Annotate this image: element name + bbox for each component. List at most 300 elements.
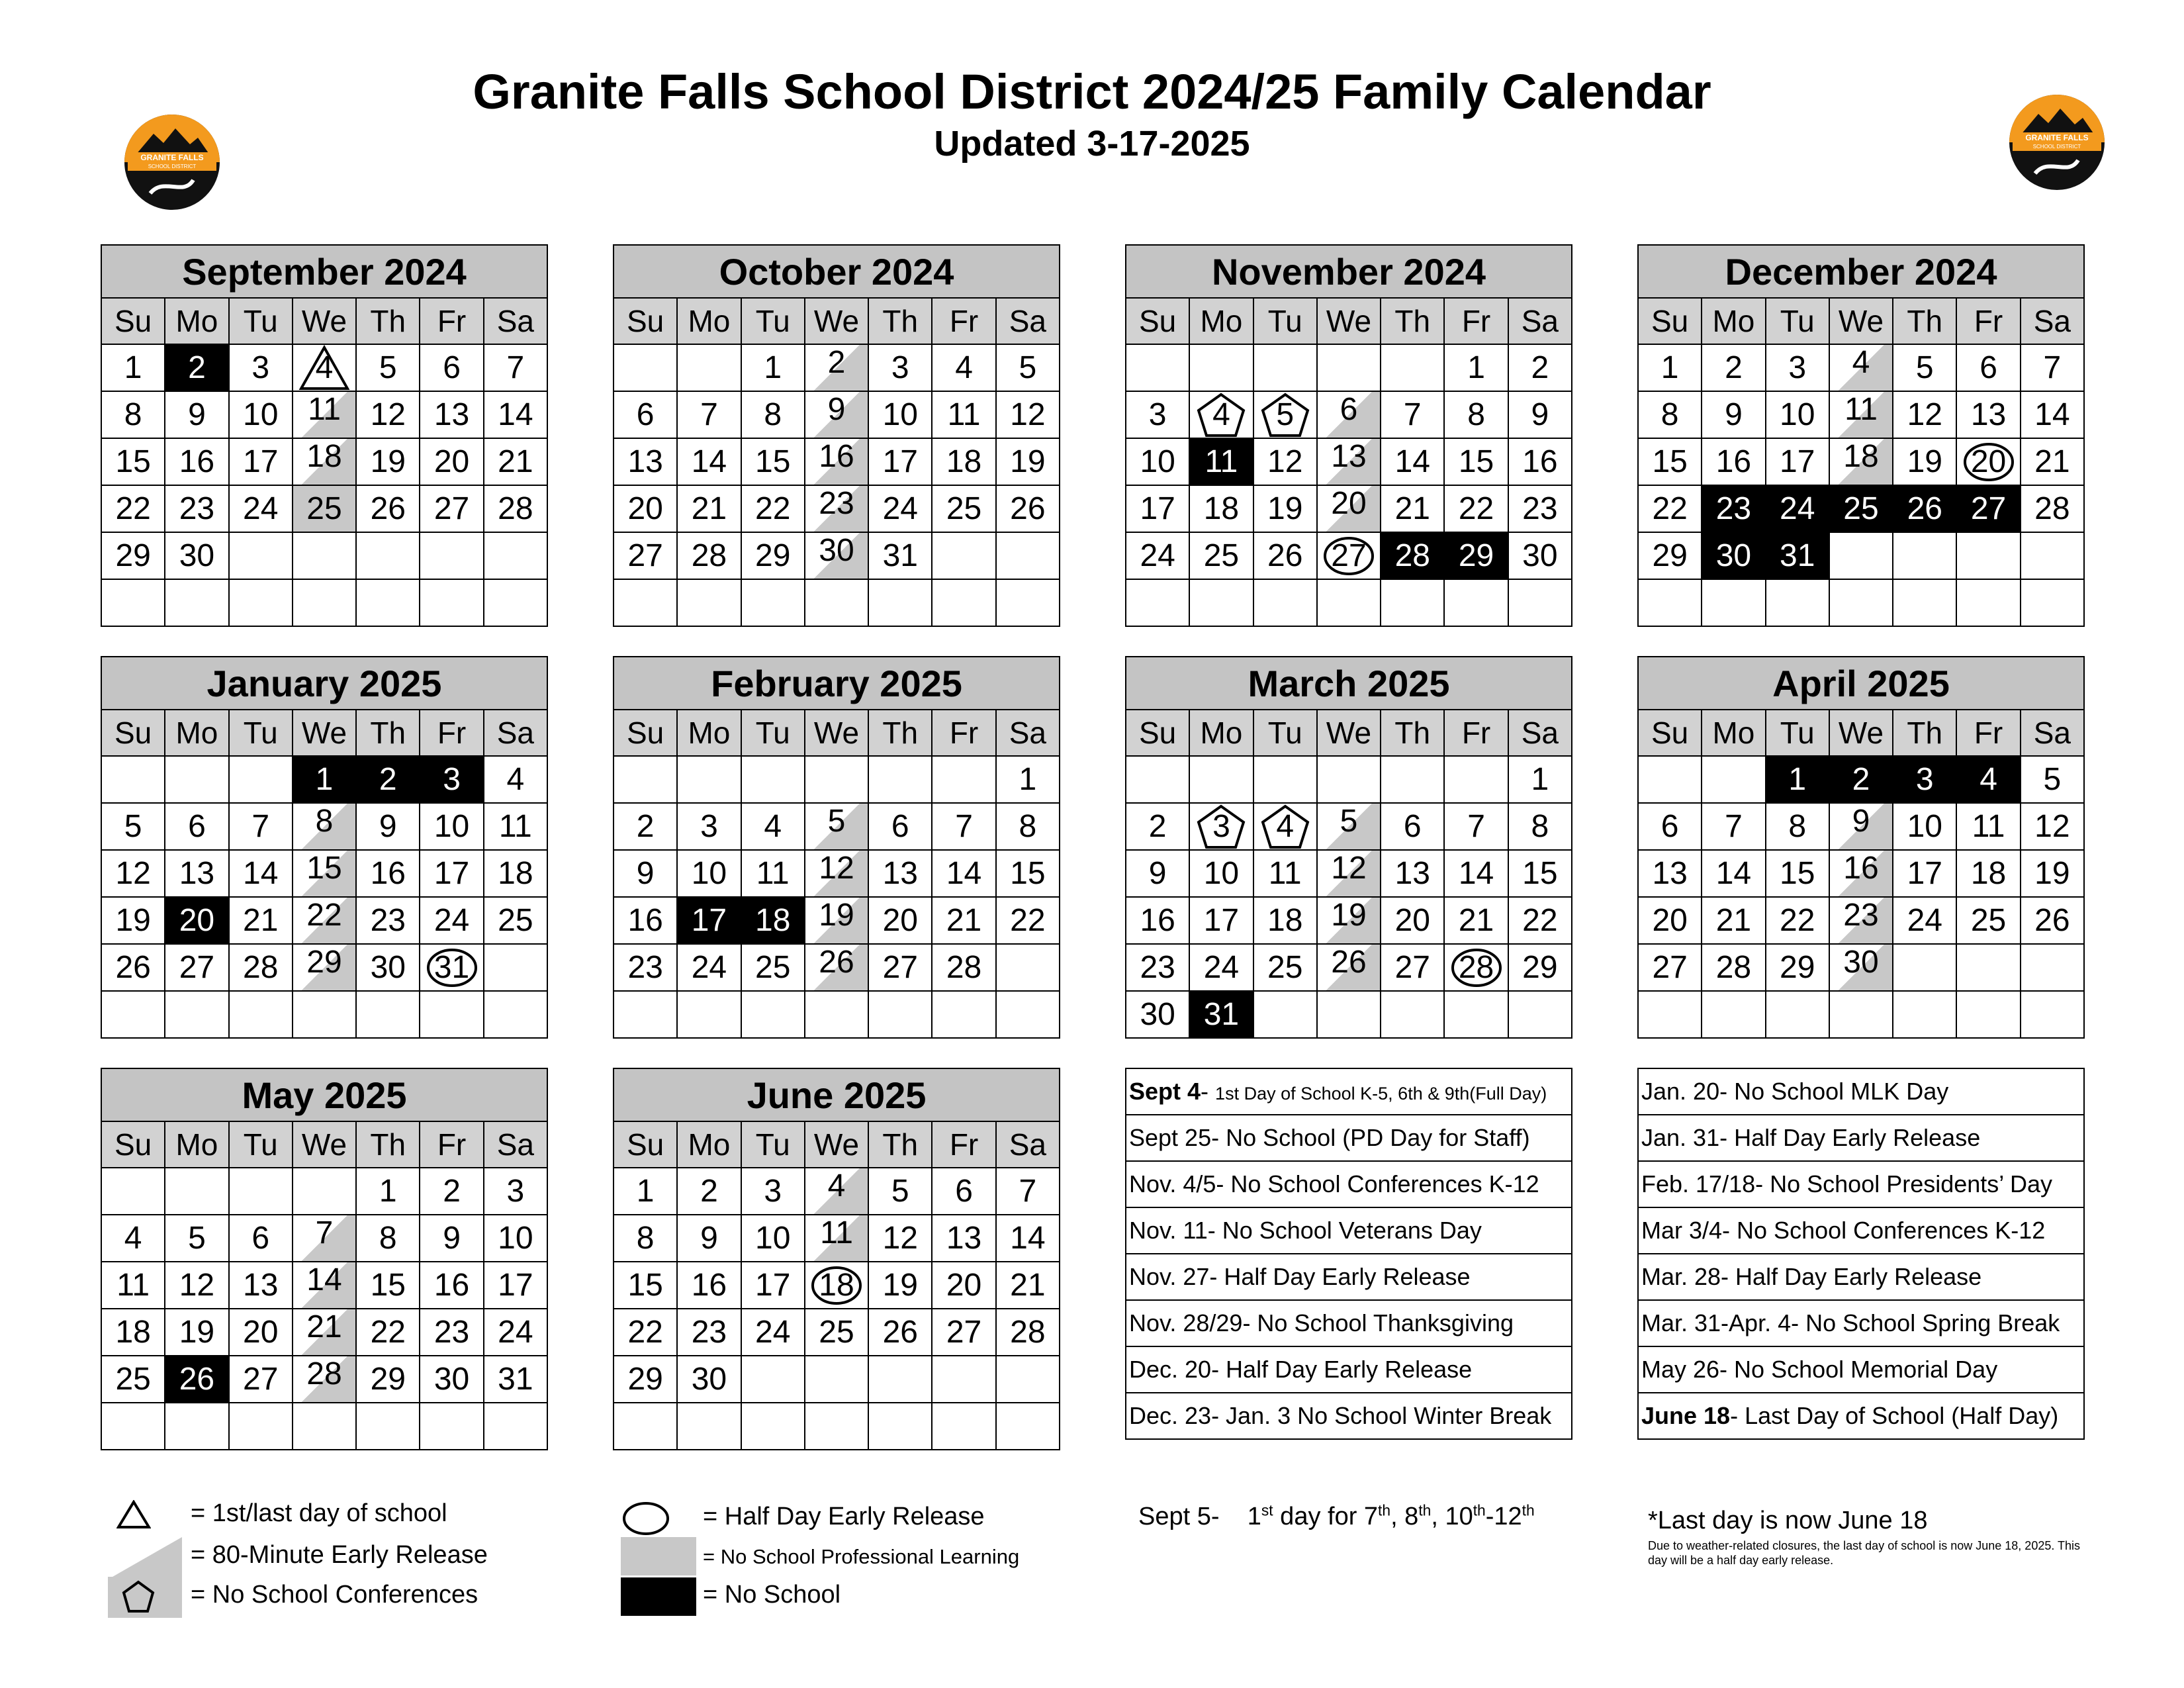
day-number: 19 (179, 1315, 215, 1350)
empty-cell (614, 344, 677, 391)
day-cell (932, 897, 995, 944)
day-cell (868, 1262, 932, 1309)
day-number: 1 (1531, 762, 1549, 797)
day-number: 9 (1531, 397, 1549, 432)
empty-cell (165, 1403, 228, 1450)
day-cell (484, 1168, 547, 1215)
event-text: Sept 25- No School (PD Day for Staff) (1129, 1124, 1530, 1151)
calendar-february-2025 (613, 656, 1060, 1039)
day-number: 12 (819, 851, 854, 886)
day-number: 3 (1148, 397, 1167, 432)
day-number: 9 (379, 809, 397, 844)
day-cell (677, 897, 741, 944)
day-number: 5 (827, 804, 846, 839)
day-number: 9 (827, 392, 846, 427)
day-number: 20 (946, 1268, 982, 1303)
weekday-label: Su (614, 710, 677, 756)
day-cell (805, 1215, 868, 1262)
day-number: 2 (1531, 350, 1549, 385)
event-text: Nov. 27- Half Day Early Release (1129, 1263, 1471, 1290)
day-cell (1638, 344, 1702, 391)
day-number: 19 (882, 1268, 918, 1303)
day-number: 23 (1843, 898, 1879, 933)
day-number: 25 (1203, 538, 1240, 573)
day-cell (293, 438, 356, 485)
day-cell (101, 485, 165, 532)
event-item (1638, 1254, 2084, 1300)
day-number: 25 (498, 903, 533, 938)
weekday-label: Su (1126, 710, 1189, 756)
event-text: Nov. 4/5- No School Conferences K-12 (1129, 1170, 1539, 1197)
day-cell (165, 391, 228, 438)
day-number: 14 (691, 444, 727, 479)
day-cell (229, 1262, 293, 1309)
district-logo-right (2009, 94, 2105, 191)
weekday-label: Mo (1702, 298, 1765, 344)
month-title: October 2024 (614, 245, 1060, 298)
day-cell (356, 438, 420, 485)
day-number: 16 (433, 1268, 470, 1303)
events-list-left (1125, 1068, 1572, 1440)
empty-cell (805, 991, 868, 1038)
weekday-label: Tu (229, 1121, 293, 1168)
day-cell (805, 897, 868, 944)
day-number: 6 (1340, 392, 1358, 427)
day-cell (1444, 803, 1508, 850)
day-number: 6 (1661, 809, 1679, 844)
day-number: 26 (819, 945, 854, 980)
day-number: 13 (882, 856, 918, 891)
empty-cell (996, 579, 1060, 626)
day-cell (1766, 897, 1829, 944)
empty-cell (2021, 579, 2084, 626)
day-number: 23 (627, 950, 663, 985)
day-cell (165, 850, 228, 897)
day-number: 15 (755, 444, 791, 479)
day-cell (741, 944, 805, 991)
day-cell (1829, 803, 1893, 850)
day-cell (932, 1168, 995, 1215)
day-cell (1956, 485, 2020, 532)
empty-cell (614, 1403, 677, 1450)
day-cell (101, 1215, 165, 1262)
day-cell (677, 438, 741, 485)
day-number: 13 (433, 397, 470, 432)
weekday-label: Mo (1702, 710, 1765, 756)
empty-cell (677, 756, 741, 803)
day-number: 21 (1010, 1268, 1046, 1303)
day-number: 18 (1203, 491, 1240, 526)
day-number: 22 (627, 1315, 663, 1350)
empty-cell (741, 1403, 805, 1450)
day-cell (293, 1356, 356, 1403)
day-number: 1 (1019, 762, 1037, 797)
day-number: 11 (756, 856, 790, 891)
day-cell (1638, 897, 1702, 944)
empty-cell (1893, 532, 1956, 579)
legend-no-school: = No School (703, 1581, 841, 1609)
day-number: 17 (498, 1268, 533, 1303)
day-cell (932, 850, 995, 897)
day-number: 2 (1852, 762, 1870, 797)
calendar-june-2025 (613, 1068, 1060, 1450)
day-cell (484, 1215, 547, 1262)
month-title: September 2024 (101, 245, 547, 298)
day-number: 26 (1010, 491, 1046, 526)
day-number: 6 (636, 397, 655, 432)
day-number: 15 (306, 851, 342, 886)
day-cell (229, 344, 293, 391)
day-number: 29 (1780, 950, 1815, 985)
day-cell (868, 438, 932, 485)
empty-cell (741, 756, 805, 803)
day-number: 18 (1970, 856, 2007, 891)
weekday-label: Tu (741, 710, 805, 756)
day-cell (1381, 391, 1444, 438)
legend-first-last: = 1st/last day of school (191, 1499, 447, 1527)
day-number: 15 (1780, 856, 1815, 891)
day-cell (805, 1168, 868, 1215)
day-cell (101, 532, 165, 579)
day-cell (101, 850, 165, 897)
day-number: 14 (1394, 444, 1430, 479)
day-cell (868, 897, 932, 944)
weekday-label: Sa (1508, 710, 1572, 756)
day-cell (165, 897, 228, 944)
month-title: April 2025 (1638, 657, 2084, 710)
day-cell (101, 897, 165, 944)
day-cell (229, 391, 293, 438)
day-number: 24 (1907, 903, 1942, 938)
day-cell (741, 532, 805, 579)
day-cell (677, 1309, 741, 1356)
day-cell (420, 944, 483, 991)
empty-cell (1702, 991, 1765, 1038)
day-cell (1253, 803, 1317, 850)
day-cell (1253, 944, 1317, 991)
day-number: 29 (627, 1362, 663, 1397)
month-title: March 2025 (1126, 657, 1572, 710)
early-release-swatch (108, 1537, 182, 1583)
day-cell (484, 850, 547, 897)
event-item (1126, 1346, 1572, 1393)
day-number: 9 (188, 397, 206, 432)
day-cell (1893, 391, 1956, 438)
day-cell (1893, 344, 1956, 391)
calendar-march-2025 (1125, 656, 1572, 1039)
day-number: 19 (1907, 444, 1942, 479)
day-number: 27 (1331, 538, 1367, 573)
empty-cell (293, 991, 356, 1038)
day-cell (1829, 485, 1893, 532)
event-item (1126, 1207, 1572, 1254)
weekday-label: Fr (1444, 710, 1508, 756)
day-number: 24 (755, 1315, 791, 1350)
empty-cell (805, 1356, 868, 1403)
day-cell (1508, 803, 1572, 850)
day-cell (677, 391, 741, 438)
day-number: 3 (1212, 809, 1230, 844)
day-cell (229, 897, 293, 944)
day-number: 10 (1203, 856, 1240, 891)
day-number: 18 (1267, 903, 1303, 938)
day-number: 12 (115, 856, 151, 891)
day-cell (996, 850, 1060, 897)
day-number: 31 (1780, 538, 1815, 573)
event-text: Nov. 28/29- No School Thanksgiving (1129, 1309, 1514, 1336)
day-cell (932, 485, 995, 532)
day-number: 21 (1458, 903, 1494, 938)
empty-cell (420, 579, 483, 626)
events-list-right (1637, 1068, 2085, 1440)
day-number: 9 (443, 1221, 461, 1256)
day-cell (101, 1356, 165, 1403)
day-cell (293, 850, 356, 897)
weekday-label: Su (614, 1121, 677, 1168)
day-number: 10 (691, 856, 727, 891)
day-cell (229, 944, 293, 991)
day-number: 26 (370, 491, 406, 526)
empty-cell (677, 991, 741, 1038)
weekday-label: Tu (229, 710, 293, 756)
day-cell (1702, 850, 1765, 897)
day-number: 29 (115, 538, 151, 573)
day-cell (1956, 391, 2020, 438)
day-number: 27 (433, 491, 470, 526)
day-cell (356, 756, 420, 803)
empty-cell (229, 991, 293, 1038)
day-number: 7 (315, 1215, 334, 1250)
weekday-label: Sa (996, 710, 1060, 756)
day-number: 8 (1467, 397, 1485, 432)
day-cell (1702, 532, 1765, 579)
empty-cell (614, 991, 677, 1038)
day-cell (484, 438, 547, 485)
day-cell (1702, 344, 1765, 391)
day-number: 31 (882, 538, 918, 573)
empty-cell (1508, 579, 1572, 626)
day-number: 1 (315, 762, 334, 797)
day-cell (741, 1215, 805, 1262)
empty-cell (932, 532, 995, 579)
day-number: 31 (498, 1362, 533, 1397)
day-number: 11 (498, 809, 532, 844)
day-number: 25 (115, 1362, 151, 1397)
day-number: 16 (691, 1268, 727, 1303)
day-number: 16 (819, 439, 854, 474)
day-number: 20 (627, 491, 663, 526)
event-text: Jan. 31- Half Day Early Release (1641, 1124, 1981, 1151)
day-cell (1766, 756, 1829, 803)
day-cell (1381, 485, 1444, 532)
day-cell (484, 485, 547, 532)
day-cell (1638, 485, 1702, 532)
day-cell (932, 944, 995, 991)
day-cell (677, 1262, 741, 1309)
weekday-label: Fr (1956, 710, 2020, 756)
day-cell (1317, 391, 1381, 438)
empty-cell (420, 991, 483, 1038)
day-cell (1444, 391, 1508, 438)
day-number: 3 (1788, 350, 1807, 385)
day-cell (1317, 850, 1381, 897)
empty-cell (1702, 579, 1765, 626)
day-number: 7 (700, 397, 718, 432)
day-number: 4 (1276, 809, 1295, 844)
day-cell (1126, 944, 1189, 991)
day-cell (1126, 485, 1189, 532)
day-number: 25 (755, 950, 791, 985)
day-number: 21 (1715, 903, 1752, 938)
weekday-label: Tu (229, 298, 293, 344)
event-text: Dec. 23- Jan. 3 No School Winter Break (1129, 1402, 1552, 1429)
empty-cell (1317, 991, 1381, 1038)
day-number: 12 (370, 397, 406, 432)
day-number: 5 (379, 350, 397, 385)
empty-cell (165, 756, 228, 803)
day-number: 28 (2034, 491, 2070, 526)
day-cell (420, 1356, 483, 1403)
day-number: 7 (1019, 1174, 1037, 1209)
day-cell (420, 1309, 483, 1356)
empty-cell (2021, 944, 2084, 991)
day-cell (229, 850, 293, 897)
day-number: 11 (947, 397, 981, 432)
day-cell (868, 803, 932, 850)
day-cell (805, 1262, 868, 1309)
day-cell (1508, 897, 1572, 944)
day-number: 13 (1394, 856, 1430, 891)
day-cell (996, 438, 1060, 485)
day-cell (1893, 485, 1956, 532)
event-text: May 26- No School Memorial Day (1641, 1356, 1998, 1383)
day-cell (420, 438, 483, 485)
empty-cell (101, 756, 165, 803)
day-number: 7 (1403, 397, 1422, 432)
empty-cell (229, 1168, 293, 1215)
svg-text:GRANITE FALLS: GRANITE FALLS (2025, 133, 2089, 142)
day-number: 18 (755, 903, 791, 938)
day-cell (229, 1356, 293, 1403)
day-number: 8 (315, 804, 334, 839)
weekday-label: Mo (1189, 710, 1253, 756)
day-number: 23 (1715, 491, 1752, 526)
empty-cell (1702, 756, 1765, 803)
day-number: 14 (306, 1262, 342, 1297)
day-cell (420, 756, 483, 803)
day-number: 28 (498, 491, 533, 526)
day-number: 17 (1203, 903, 1240, 938)
day-number: 11 (1205, 444, 1238, 479)
day-number: 26 (2034, 903, 2070, 938)
weekday-label: Th (868, 298, 932, 344)
empty-cell (229, 579, 293, 626)
day-cell (484, 1262, 547, 1309)
day-cell (1638, 391, 1702, 438)
day-cell (1508, 438, 1572, 485)
day-number: 2 (636, 809, 655, 844)
day-number: 26 (179, 1362, 215, 1397)
day-number: 13 (179, 856, 215, 891)
day-number: 25 (1267, 950, 1303, 985)
day-cell (868, 850, 932, 897)
empty-cell (1829, 991, 1893, 1038)
empty-cell (1317, 756, 1381, 803)
day-number: 7 (506, 350, 525, 385)
day-number: 30 (1522, 538, 1558, 573)
empty-cell (996, 1403, 1060, 1450)
day-number: 20 (1652, 903, 1688, 938)
day-cell (1253, 850, 1317, 897)
day-number: 29 (755, 538, 791, 573)
weekday-label: We (1317, 298, 1381, 344)
day-number: 11 (1268, 856, 1302, 891)
day-cell (1766, 532, 1829, 579)
day-number: 15 (370, 1268, 406, 1303)
day-number: 8 (1531, 809, 1549, 844)
day-cell (1381, 944, 1444, 991)
event-item (1126, 1393, 1572, 1439)
day-number: 3 (891, 350, 909, 385)
page-subtitle: Updated 3-17-2025 (934, 124, 1250, 164)
day-cell (165, 944, 228, 991)
day-number: 2 (443, 1174, 461, 1209)
empty-cell (868, 1356, 932, 1403)
day-number: 26 (1267, 538, 1303, 573)
day-number: 1 (1788, 762, 1807, 797)
day-number: 14 (1458, 856, 1494, 891)
day-number: 22 (115, 491, 151, 526)
day-number: 1 (1467, 350, 1485, 385)
day-number: 30 (433, 1362, 470, 1397)
weekday-label: Th (356, 298, 420, 344)
day-cell (677, 944, 741, 991)
day-cell (2021, 344, 2084, 391)
day-number: 21 (1394, 491, 1430, 526)
day-number: 28 (691, 538, 727, 573)
weekday-label: Sa (2021, 710, 2084, 756)
day-number: 5 (891, 1174, 909, 1209)
weekday-label: We (805, 710, 868, 756)
day-number: 28 (946, 950, 982, 985)
empty-cell (1189, 756, 1253, 803)
empty-cell (356, 1403, 420, 1450)
day-cell (1317, 897, 1381, 944)
day-cell (356, 1309, 420, 1356)
day-cell (229, 803, 293, 850)
weekday-label: Sa (996, 1121, 1060, 1168)
day-number: 1 (1661, 350, 1679, 385)
day-cell (165, 1215, 228, 1262)
day-cell (420, 1168, 483, 1215)
day-number: 9 (1852, 804, 1870, 839)
day-cell (996, 803, 1060, 850)
day-cell (1444, 485, 1508, 532)
day-cell (1829, 944, 1893, 991)
day-cell (805, 803, 868, 850)
day-number: 30 (1715, 538, 1752, 573)
pentagon-icon (108, 1577, 182, 1621)
day-number: 2 (379, 762, 397, 797)
empty-cell (165, 1168, 228, 1215)
day-number: 16 (370, 856, 406, 891)
weekday-label: We (1829, 298, 1893, 344)
day-number: 19 (1267, 491, 1303, 526)
empty-cell (101, 579, 165, 626)
day-cell (1381, 438, 1444, 485)
day-number: 15 (1522, 856, 1558, 891)
weekday-label: We (805, 298, 868, 344)
